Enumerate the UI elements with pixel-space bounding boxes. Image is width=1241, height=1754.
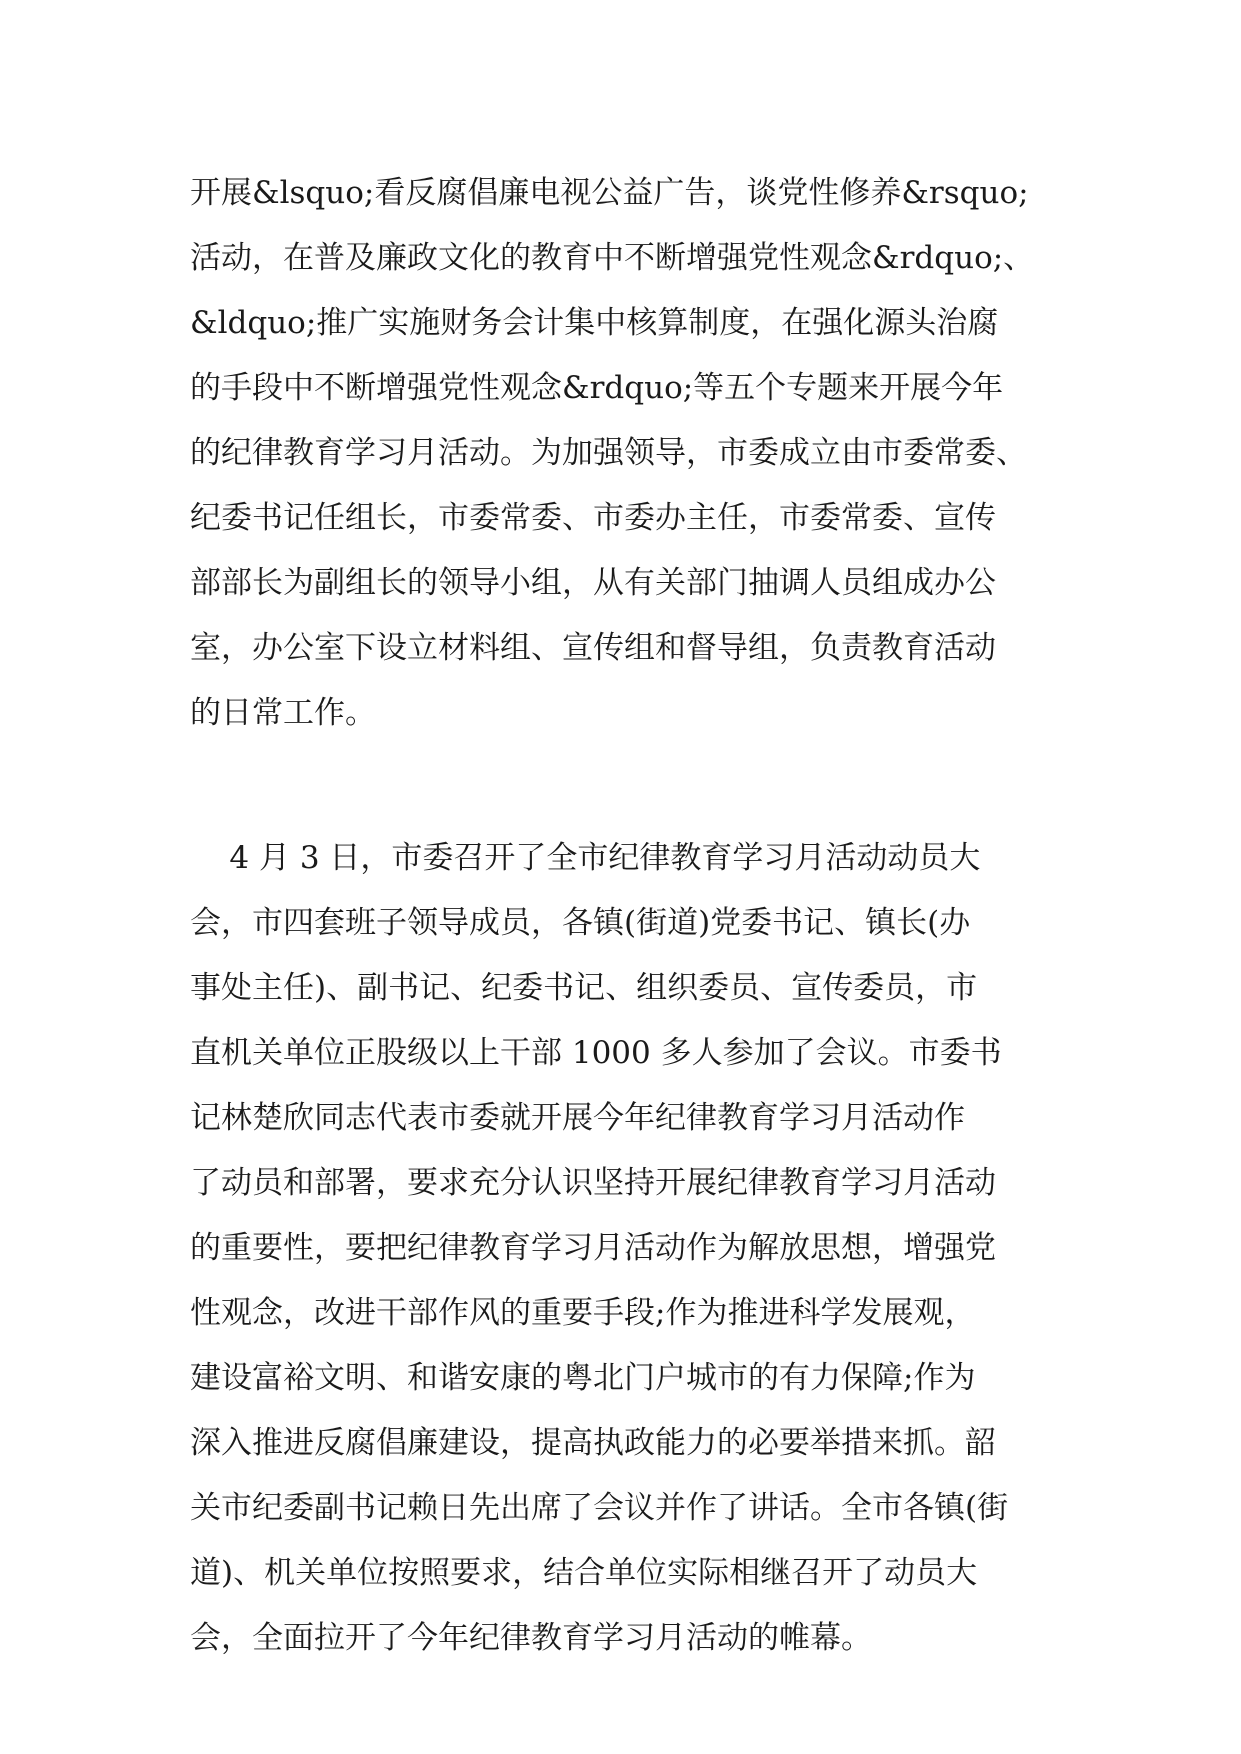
paragraph-1 — [190, 161, 1060, 746]
document-body — [190, 161, 1060, 1671]
text-line: 事处主任)、副书记、纪委书记、组织委员、宣传委员，市 — [190, 970, 978, 1006]
paragraph-spacer — [190, 746, 1060, 826]
text-line: 会，市四套班子领导成员，各镇(街道)党委书记、镇长(办 — [190, 905, 971, 941]
text-line: 记林楚欣同志代表市委就开展今年纪律教育学习月活动作 — [190, 1100, 965, 1136]
text-line: 深入推进反腐倡廉建设，提高执政能力的必要举措来抓。韶 — [190, 1425, 996, 1461]
text-line: 直机关单位正股级以上干部 1000 多人参加了会议。市委书 — [190, 1035, 1002, 1071]
text-line: 的纪律教育学习月活动。为加强领导，市委成立由市委常委、 — [190, 435, 1027, 471]
text-line: 4 月 3 日，市委召开了全市纪律教育学习月活动动员大 — [190, 840, 981, 876]
text-line: 道)、机关单位按照要求，结合单位实际相继召开了动员大 — [190, 1555, 978, 1591]
text-line: 建设富裕文明、和谐安康的粤北门户城市的有力保障;作为 — [190, 1360, 976, 1396]
text-line: 的重要性，要把纪律教育学习月活动作为解放思想，增强党 — [190, 1230, 996, 1266]
text-line: 活动，在普及廉政文化的教育中不断增强党性观念&rdquo;、 — [190, 240, 1035, 276]
text-line: 室，办公室下设立材料组、宣传组和督导组，负责教育活动 — [190, 630, 996, 666]
text-line: 了动员和部署，要求充分认识坚持开展纪律教育学习月活动 — [190, 1165, 996, 1201]
text-line: 部部长为副组长的领导小组，从有关部门抽调人员组成办公 — [190, 565, 996, 601]
text-line: 关市纪委副书记赖日先出席了会议并作了讲话。全市各镇(街 — [190, 1490, 1009, 1526]
text-line: 的日常工作。 — [190, 695, 376, 731]
text-line: 性观念，改进干部作风的重要手段;作为推进科学发展观， — [190, 1295, 976, 1331]
text-line: 的手段中不断增强党性观念&rdquo;等五个专题来开展今年 — [190, 370, 1004, 406]
text-line: 开展&lsquo;看反腐倡廉电视公益广告，谈党性修养&rsquo; — [190, 175, 1029, 211]
text-line: 纪委书记任组长，市委常委、市委办主任，市委常委、宣传 — [190, 500, 996, 536]
text-line: &ldquo;推广实施财务会计集中核算制度，在强化源头治腐 — [190, 305, 999, 341]
text-line: 会，全面拉开了今年纪律教育学习月活动的帷幕。 — [190, 1620, 872, 1656]
paragraph-2 — [190, 826, 1060, 1671]
